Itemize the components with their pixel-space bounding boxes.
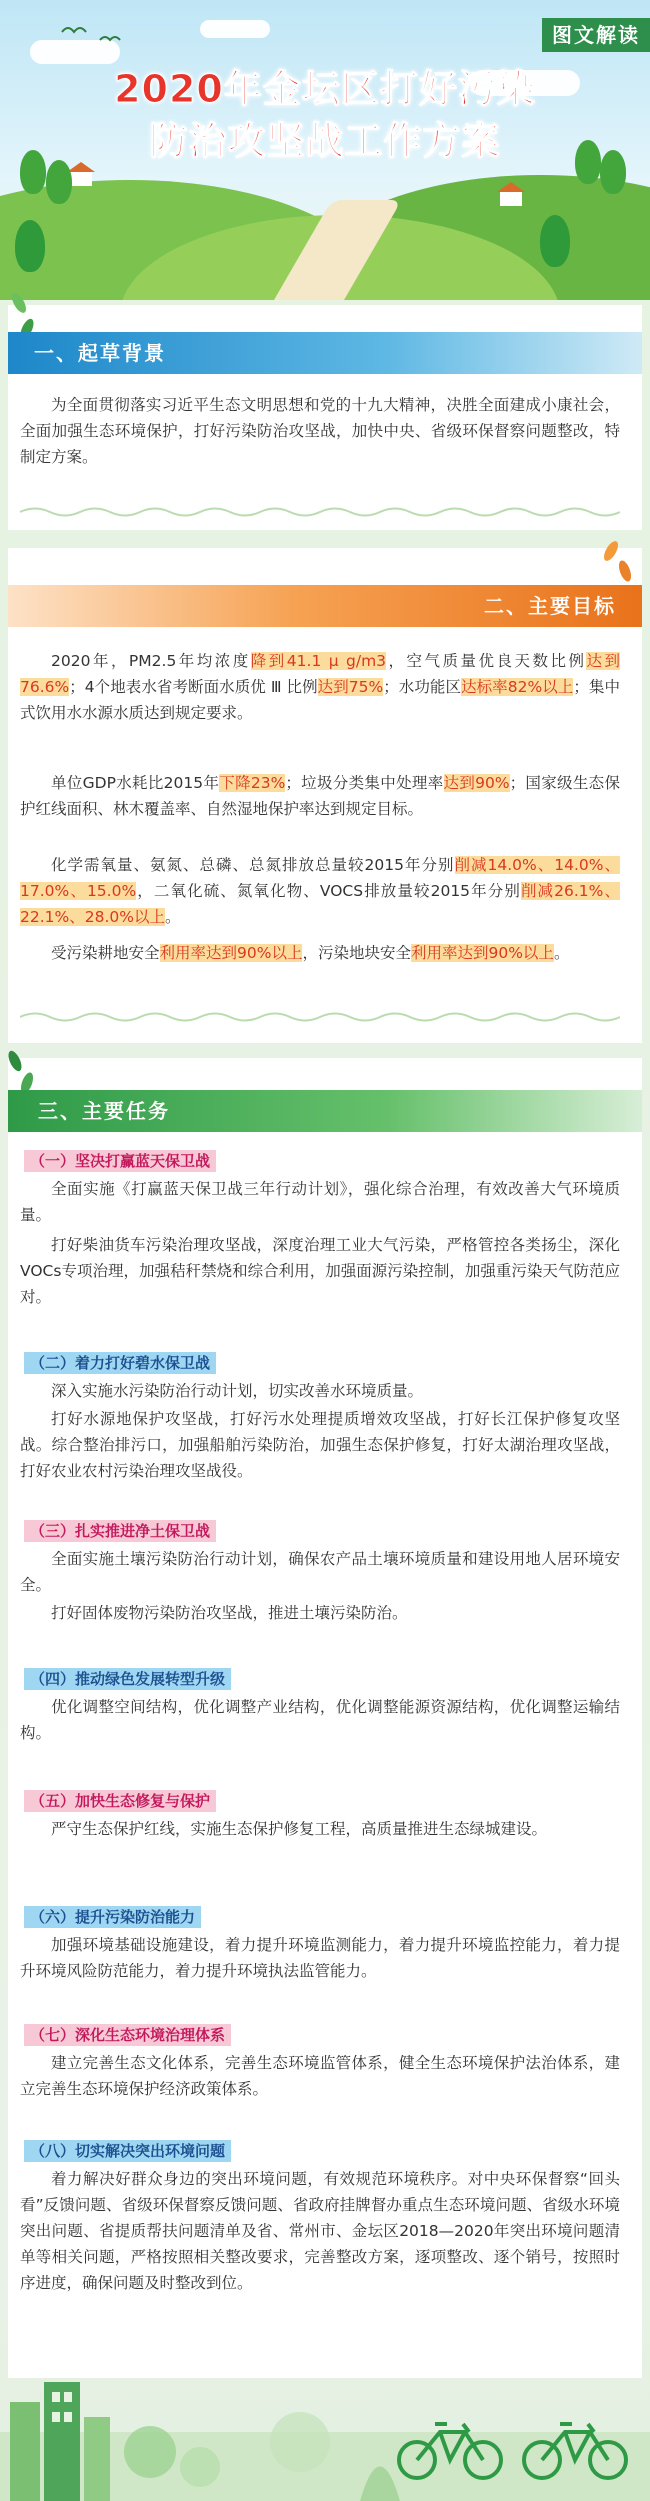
- section-heading-tasks: 三、主要任务: [8, 1090, 642, 1132]
- tree-icon: [540, 215, 570, 267]
- goal-paragraph-air-water: [20, 648, 620, 726]
- highlight-value: 利用率达到90%以上: [159, 944, 303, 962]
- highlight-value: 达到75%: [317, 678, 384, 696]
- text-span: ，污染地块安全: [302, 944, 411, 962]
- text-span: ；水功能区: [383, 678, 462, 696]
- goal-paragraph-resources: [20, 770, 620, 822]
- task-text: 严守生态保护红线，实施生态保护修复工程，高质量推进生态绿城建设。: [51, 1820, 548, 1838]
- page-title-line1: 2020年金坛区打好污染: [114, 67, 536, 111]
- text-span: 。: [553, 944, 570, 962]
- vine-divider: [20, 505, 620, 519]
- text-span: 化学需氧量、氨氮、总磷、总氮排放总量较2015年分别: [51, 856, 455, 874]
- task-text: 优化调整空间结构，优化调整产业结构，优化调整能源资源结构，优化调整运输结构。: [20, 1698, 620, 1742]
- task-text: 打好柴油货车污染治理攻坚战，深度治理工业大气污染，严格管控各类扬尘，深化VOCs专项治理，加强秸秆禁烧和综合利用，加强面源污染控制，加强重污染天气防范应对。: [20, 1236, 620, 1306]
- bicycle-icon: [520, 2412, 630, 2482]
- task-text: 加强环境基础设施建设，着力提升环境监测能力，着力提升环境监控能力，着力提升环境风险防范能力，着力提升环境执法监管能力。: [20, 1936, 620, 1980]
- footer-illustration: [0, 2372, 650, 2501]
- task-title: （二）着力打好碧水保卫战: [24, 1352, 216, 1374]
- highlight-value: 达到76.6%: [20, 652, 620, 696]
- text-span: 。: [164, 908, 181, 926]
- background-paragraph: 为全面贯彻落实习近平生态文明思想和党的十九大精神，决胜全面建成小康社会，全面加强生态环境保护，打好污染防治攻坚战，加快中央、省级环保督察问题整改，特制定方案。: [20, 396, 620, 466]
- task-title: （七）深化生态环境治理体系: [24, 2024, 231, 2046]
- task-title: （一）坚决打赢蓝天保卫战: [24, 1150, 216, 1172]
- task-title: （五）加快生态修复与保护: [24, 1790, 216, 1812]
- task-text: 全面实施土壤污染防治行动计划，确保农产品土壤环境质量和建设用地人居环境安全。: [20, 1550, 620, 1594]
- text-span: 单位GDP水耗比2015年: [51, 774, 220, 792]
- text-span: ，二氧化硫、氮氧化物、VOCS排放量较2015年分别: [136, 882, 521, 900]
- text-span: 受污染耕地安全: [51, 944, 160, 962]
- category-badge: 图文解读: [542, 18, 650, 52]
- task-text: 着力解决好群众身边的突出环境问题，有效规范环境秩序。对中央环保督察“回头看”反馈问题、省级环保督察反馈问题、省政府挂牌督办重点生态环境问题、省级水环境突出问题、省提质帮扶问题清单及省、常州市、金坛区2018—2020年突出环境问题清单等相关问题，严格按照相关整改要求，完善整改方案，逐项整改、逐个销号，按照时序进度，确保问题及时整改到位。: [20, 2170, 620, 2292]
- section-heading-goals: 二、主要目标: [8, 585, 642, 627]
- highlight-value: 下降23%: [219, 774, 286, 792]
- highlight-value: 达到90%: [443, 774, 510, 792]
- text-span: ；国家级生态保护红线面积、林木覆盖率、自然湿地保护率达到规定目标。: [20, 774, 620, 818]
- birds-icon: [60, 20, 140, 50]
- task-title: （三）扎实推进净土保卫战: [24, 1520, 216, 1542]
- task-text: 建立完善生态文化体系，完善生态环境监管体系，健全生态环境保护法治体系，建立完善生态环境保护经济政策体系。: [20, 2054, 620, 2098]
- task-text: 打好水源地保护攻坚战，打好污水处理提质增效攻坚战，打好长江保护修复攻坚战。综合整治排污口，加强船舶污染防治，加强生态保护修复，打好太湖治理攻坚战，打好农业农村污染治理攻坚战役。: [20, 1410, 620, 1480]
- text-span: ；4个地表水省考断面水质优 Ⅲ 比例: [69, 678, 318, 696]
- text-span: ，空气质量优良天数比例: [386, 652, 587, 670]
- house-icon: [70, 172, 92, 186]
- section-heading-background: 一、起草背景: [8, 332, 642, 374]
- text-span: 2020年，PM2.5年均浓度: [51, 652, 251, 670]
- text-span: ；垃圾分类集中处理率: [285, 774, 444, 792]
- task-text: 打好固体废物污染防治攻坚战，推进土壤污染防治。: [51, 1604, 408, 1622]
- task-title: （六）提升污染防治能力: [24, 1906, 201, 1928]
- highlight-value: 削减26.1%、22.1%、28.0%以上: [20, 882, 620, 926]
- house-icon: [500, 192, 522, 206]
- vine-divider: [20, 1010, 620, 1024]
- tree-icon: [15, 220, 45, 272]
- text-span: ；集中式饮用水水源水质达到规定要求。: [20, 678, 620, 722]
- tree-icon: [46, 160, 72, 204]
- highlight-value: 降到41.1 μ g/m3: [250, 652, 387, 670]
- goal-paragraph-emissions: [20, 852, 620, 930]
- goal-paragraph-soil: [20, 940, 620, 966]
- task-title: （八）切实解决突出环境问题: [24, 2140, 231, 2162]
- bicycle-icon: [395, 2412, 505, 2482]
- task-title: （四）推动绿色发展转型升级: [24, 1668, 231, 1690]
- highlight-value: 利用率达到90%以上: [410, 944, 554, 962]
- highlight-value: 达标率82%以上: [461, 678, 574, 696]
- highlight-value: 削减14.0%、14.0%、17.0%、15.0%: [20, 856, 620, 900]
- header-illustration: [0, 0, 650, 300]
- page-title-line2: 防治攻坚战工作方案: [149, 119, 501, 163]
- task-text: 全面实施《打赢蓝天保卫战三年行动计划》，强化综合治理，有效改善大气环境质量。: [20, 1180, 620, 1224]
- task-text: 深入实施水污染防治行动计划，切实改善水环境质量。: [51, 1382, 424, 1400]
